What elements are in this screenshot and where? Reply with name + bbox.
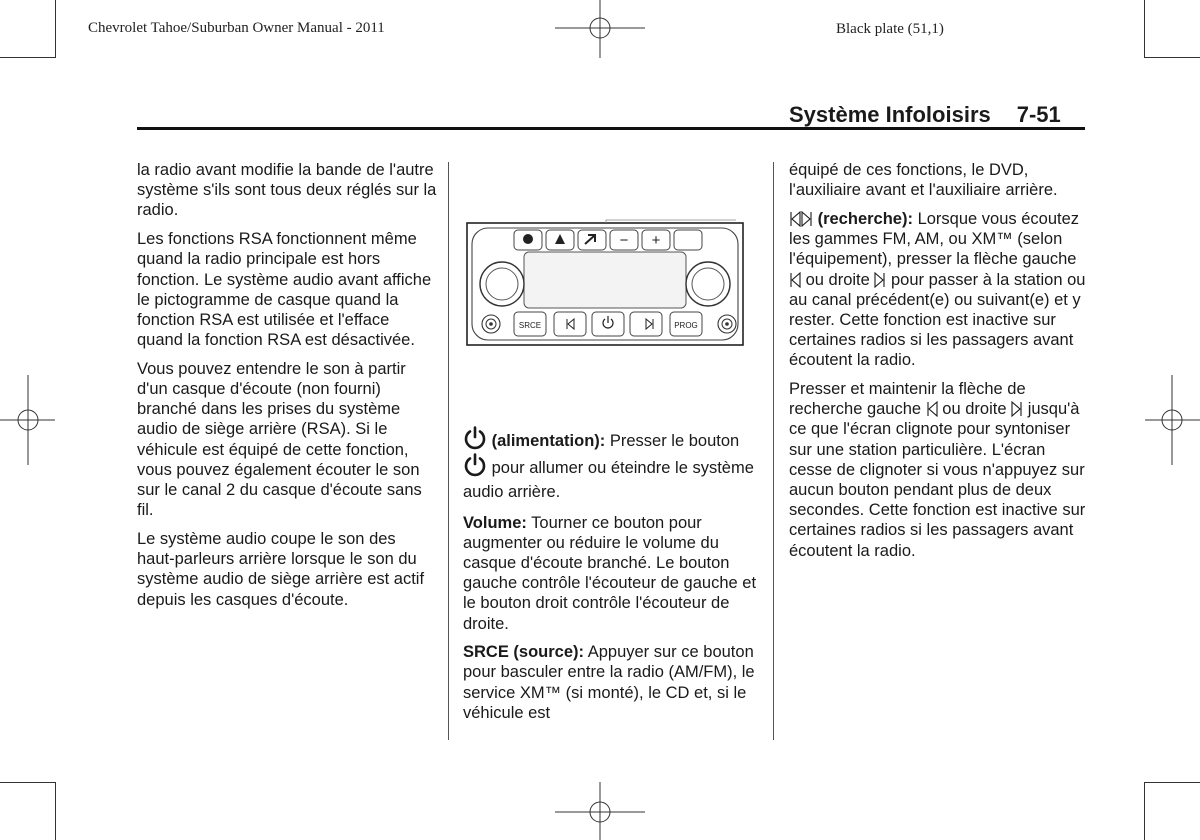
volume-label: Volume: — [463, 513, 527, 532]
column-left — [137, 160, 437, 618]
srce-button-label: SRCE — [518, 321, 542, 330]
hold-text-c: jusqu'à ce que l'écran clignote pour syntoniser sur une station particulière. L'écran cesse de clignoter si vous n'appuyez sur aucun bouton pendant plus de deux secondes. Cette fonction est inactive sur certaines radios si les passagers avant écoutent la radio. — [789, 400, 1086, 560]
paragraph-srce — [463, 642, 765, 723]
minus-button-label: − — [619, 232, 629, 249]
seek-text-c: pour passer à la station ou au canal précédent(e) ou suivant(e) et y rester. Cette fonction est inactive sur certaines radios si les passagers avant écoutent la radio. — [789, 270, 1086, 370]
seek-back-icon — [789, 272, 801, 288]
crop-mark — [55, 0, 56, 58]
rsa-control-panel-illustration — [466, 218, 744, 346]
registration-crosshair-icon — [555, 780, 645, 840]
power-label: (alimentation): — [491, 432, 606, 450]
manual-title: Chevrolet Tahoe/Suburban Owner Manual - 2011 — [88, 20, 385, 36]
crop-mark — [0, 57, 55, 58]
column-middle — [463, 426, 765, 732]
crop-mark — [1145, 782, 1200, 783]
paragraph: Les fonctions RSA fonctionnent même quand la radio principale est hors fonction. Le système audio avant affiche le pictogramme de casque quand la fonction RSA est utilisée et l'efface quand la fonction RSA est désactivée. — [137, 230, 432, 350]
seek-forward-icon — [801, 211, 813, 227]
power-icon — [463, 426, 487, 450]
column-divider — [773, 162, 774, 740]
hold-text-b: ou droite — [942, 400, 1007, 419]
crop-mark — [1144, 782, 1145, 840]
seek-back-icon — [926, 401, 938, 417]
section-heading — [789, 102, 1061, 128]
paragraph-hold — [789, 379, 1089, 561]
seek-text-b: ou droite — [805, 270, 870, 289]
paragraph: Vous pouvez entendre le son à partir d'un casque d'écoute (non fourni) branché dans les prises du système audio de siège arrière (RSA). Si le véhicule est équipé de cette fonction, vous pouvez également écouter le son sur le canal 2 du casque d'écoute sans fil. — [137, 359, 422, 520]
power-text-a: Presser le bouton — [609, 432, 740, 450]
paragraph-power — [463, 426, 765, 504]
srce-text: Appuyer sur ce bouton pour basculer entre la radio (AM/FM), le service XM™ (si monté), le CD et, si le véhicule est — [463, 643, 755, 722]
seek-label: (recherche): — [817, 209, 913, 228]
hold-text-a: Presser et maintenir la flèche de recherche gauche — [789, 380, 1026, 419]
column-divider — [448, 162, 449, 740]
paragraph-seek — [789, 209, 1089, 371]
seek-back-icon — [789, 211, 801, 227]
srce-label: SRCE (source): — [463, 643, 585, 662]
power-text-b: pour allumer ou éteindre le système audio arrière. — [463, 459, 754, 501]
volume-text: Tourner ce bouton pour augmenter ou réduire le volume du casque d'écoute branché. Le bouton gauche contrôle l'écouteur de gauche et le bouton droit contrôle l'écouteur de droite. — [463, 513, 757, 633]
seek-forward-icon — [874, 272, 886, 288]
column-right — [789, 160, 1089, 569]
page-number: 7-51 — [1016, 102, 1061, 127]
plate-label: Black plate (51,1) — [836, 21, 944, 37]
seek-forward-icon — [1011, 401, 1023, 417]
paragraph: équipé de ces fonctions, le DVD, l'auxiliaire avant et l'auxiliaire arrière. — [789, 161, 1058, 200]
panel-bottom-buttons — [514, 312, 702, 336]
crop-mark — [0, 782, 55, 783]
prog-button-label: PROG — [674, 321, 698, 330]
paragraph-volume — [463, 513, 765, 634]
header-rule — [137, 127, 1085, 130]
crop-mark — [1145, 57, 1200, 58]
plus-button-label: + — [651, 232, 661, 249]
section-title: Système Infoloisirs — [789, 102, 991, 127]
power-icon — [463, 453, 487, 477]
paragraph: Le système audio coupe le son des haut-parleurs arrière lorsque le son du système audio de siège arrière est actif depuis les casques d'écoute. — [137, 529, 425, 609]
paragraph: la radio avant modifie la bande de l'autre système s'ils sont tous deux réglés sur la radio. — [137, 161, 437, 220]
crop-mark — [1144, 0, 1145, 58]
registration-crosshair-icon — [0, 375, 60, 465]
registration-crosshair-icon — [555, 0, 645, 60]
registration-crosshair-icon — [1140, 375, 1200, 465]
seek-text-a: Lorsque vous écoutez les gammes FM, AM, ou XM™ (selon l'équipement), presser la flèche gauche — [789, 209, 1080, 269]
crop-mark — [55, 782, 56, 840]
